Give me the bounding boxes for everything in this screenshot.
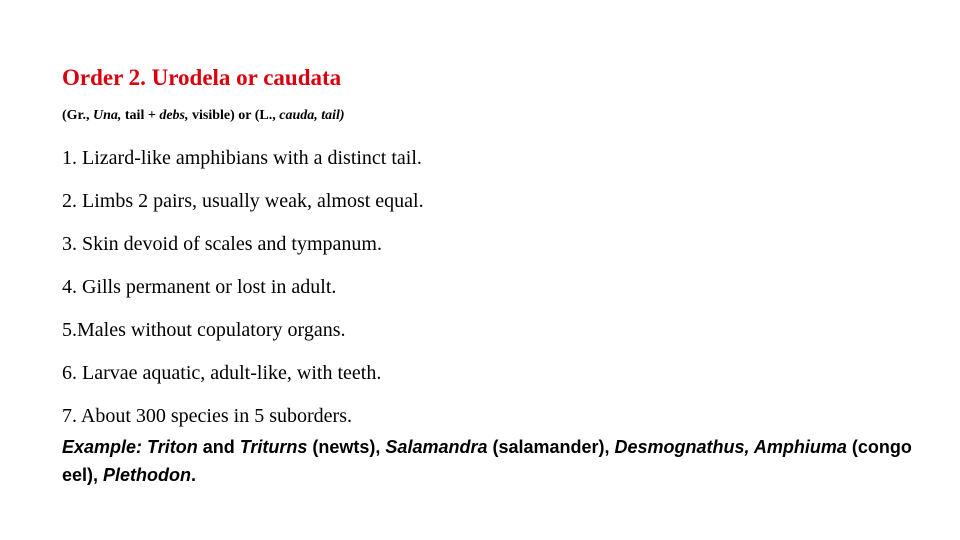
etymology-text: tail + xyxy=(121,108,160,123)
list-item: 7. About 300 species in 5 suborders. xyxy=(62,405,352,427)
characteristics-list xyxy=(62,144,424,445)
etymology-text: visible) or (L., xyxy=(188,108,280,123)
example-term: Example: Triton xyxy=(62,437,198,457)
list-item: 4. Gills permanent or lost in adult. xyxy=(62,276,337,298)
list-item: 3. Skin devoid of scales and tympanum. xyxy=(62,233,382,255)
example-text: (congo eel), xyxy=(62,437,912,485)
example-text: and xyxy=(197,437,240,457)
list-item: 2. Limbs 2 pairs, usually weak, almost equal. xyxy=(62,190,424,212)
etymology-text: (Gr., xyxy=(62,108,93,123)
list-item: 5.Males without copulatory organs. xyxy=(62,319,346,341)
example-term: Salamandra xyxy=(385,437,488,457)
example-term: Desmognathus, Amphiuma xyxy=(614,437,847,457)
etymology-term: debs, xyxy=(159,108,189,123)
etymology-line xyxy=(62,106,345,126)
list-item: 6. Larvae aquatic, adult-like, with teeth. xyxy=(62,362,382,384)
example-paragraph xyxy=(62,433,922,489)
etymology-term: Una, xyxy=(92,108,122,123)
example-text: . xyxy=(191,465,197,485)
example-text: (newts), xyxy=(307,437,386,457)
slide-title: Order 2. Urodela or caudata xyxy=(62,65,342,90)
example-term: Plethodon xyxy=(103,465,192,485)
list-item: 1. Lizard-like amphibians with a distinct tail. xyxy=(62,147,422,169)
example-term: Triturns xyxy=(239,437,308,457)
example-text: (salamander), xyxy=(487,437,615,457)
etymology-term: cauda, tail) xyxy=(279,108,345,123)
